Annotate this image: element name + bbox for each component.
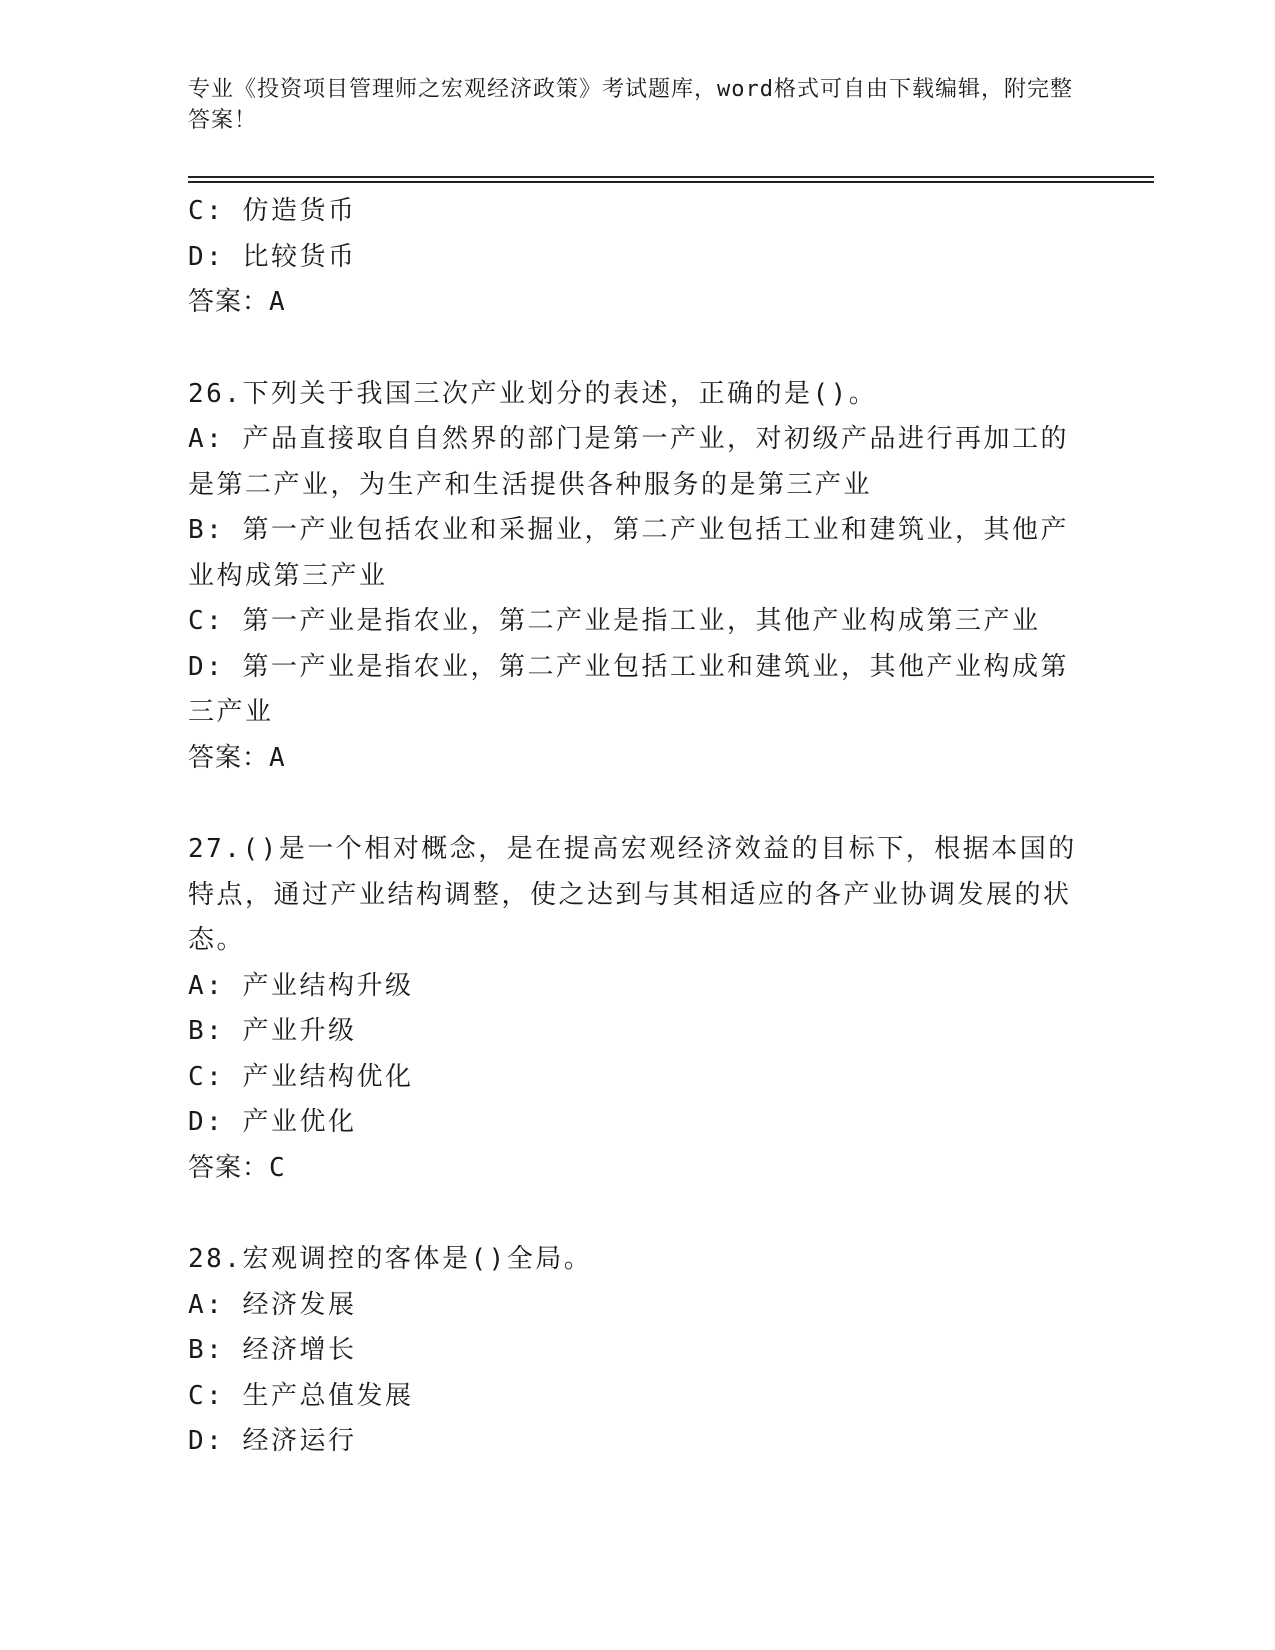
question-stem: 26.下列关于我国三次产业划分的表述，正确的是()。 [188,378,878,409]
spacer [188,326,1088,372]
spacer [188,781,1088,827]
continued-question [188,189,1088,326]
option-a: A: 产业结构升级 [188,970,414,1001]
question-list [188,189,1088,1465]
option-d: D: 经济运行 [188,1426,357,1456]
option-d: D: 比较货币 [188,241,357,272]
option-b: B: 经济增长 [188,1335,357,1365]
option-c: C: 仿造货币 [188,196,357,226]
header-divider-bottom [188,181,1154,183]
question-27 [188,827,1088,1191]
option-d: D: 产业优化 [188,1107,357,1137]
document-header [188,74,1078,136]
option-a: A: 产品直接取自自然界的部门是第一产业，对初级产品进行再加工的是第二产业，为生产和生活提供各种服务的是第三产业 [188,424,1069,500]
option-c: C: 生产总值发展 [188,1380,414,1411]
option-c: C: 产业结构优化 [188,1061,414,1092]
option-c: C: 第一产业是指农业，第二产业是指工业，其他产业构成第三产业 [188,606,1041,636]
header-divider-top [188,176,1154,178]
question-26 [188,372,1088,782]
answer: 答案：A [188,287,286,317]
answer: 答案：C [188,1152,286,1183]
answer: 答案：A [188,742,286,773]
question-stem: 27.()是一个相对概念，是在提高宏观经济效益的目标下，根据本国的特点，通过产业结构调整，使之达到与其相适应的各产业协调发展的状态。 [188,834,1077,955]
spacer [188,1191,1088,1237]
option-b: B: 第一产业包括农业和采掘业，第二产业包括工业和建筑业，其他产业构成第三产业 [188,515,1069,591]
option-a: A: 经济发展 [188,1289,357,1320]
question-28 [188,1237,1088,1465]
option-d: D: 第一产业是指农业，第二产业包括工业和建筑业，其他产业构成第三产业 [188,651,1069,727]
option-b: B: 产业升级 [188,1016,357,1046]
header-title: 专业《投资项目管理师之宏观经济政策》考试题库，word格式可自由下载编辑，附完整答案！ [188,77,1073,133]
question-stem: 28.宏观调控的客体是()全局。 [188,1244,593,1274]
